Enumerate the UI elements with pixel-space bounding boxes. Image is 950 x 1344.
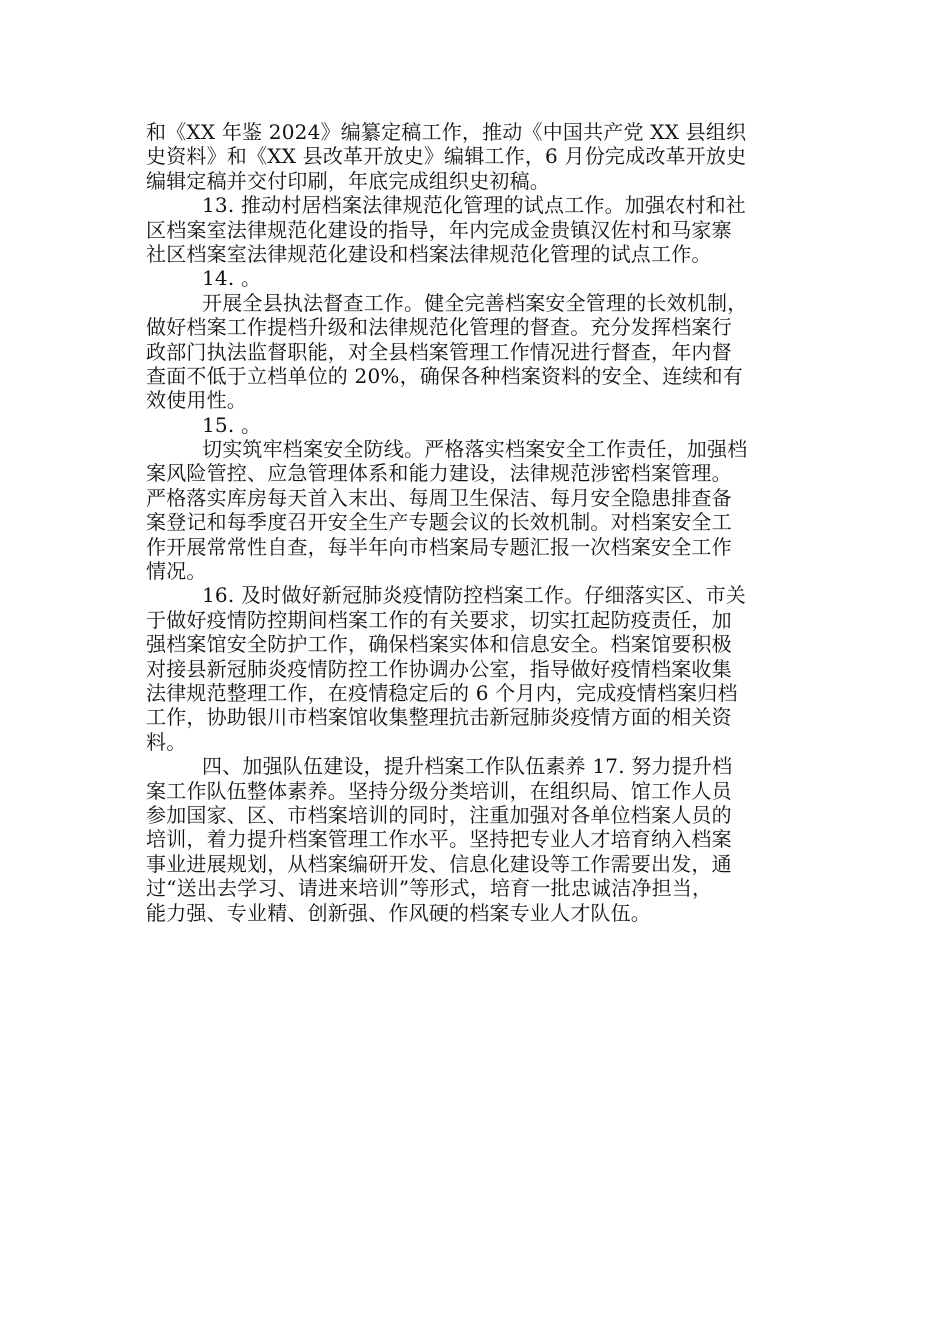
text-line: 切实筑牢档案安全防线。严格落实档案安全工作责任，加强档 <box>202 437 748 462</box>
text-line: 史资料》和《XX 县改革开放史》编辑工作，6 月份完成改革开放史 <box>146 144 747 169</box>
text-line: 情况。 <box>146 559 207 584</box>
text-line: 政部门执法监督职能，对全县档案管理工作情况进行督查，年内督 <box>146 339 732 364</box>
text-line: 过“送出去学习、请进来培训”等形式，培育一批忠诚洁净担当， <box>146 876 713 901</box>
text-line: 四、加强队伍建设，提升档案工作队伍素养 17. 努力提升档 <box>202 754 733 779</box>
text-line: 严格落实库房每天首入末出、每周卫生保洁、每月安全隐患排查备 <box>146 485 732 510</box>
text-line: 法律规范整理工作，在疫情稳定后的 6 个月内，完成疫情档案归档 <box>146 680 738 705</box>
text-line: 能力强、专业精、创新强、作风硬的档案专业人才队伍。 <box>146 900 651 925</box>
text-line: 区档案室法律规范化建设的指导，年内完成金贵镇汉佐村和马家寨 <box>146 217 732 242</box>
text-line: 14. 。 <box>202 266 262 291</box>
text-line: 作开展常常性自查，每半年向市档案局专题汇报一次档案安全工作 <box>146 534 732 559</box>
text-line: 效使用性。 <box>146 388 247 413</box>
text-line: 对接县新冠肺炎疫情防控工作协调办公室，指导做好疫情档案收集 <box>146 656 732 681</box>
text-line: 事业进展规划，从档案编研开发、信息化建设等工作需要出发，通 <box>146 851 732 876</box>
text-line: 做好档案工作提档升级和法律规范化管理的督查。充分发挥档案行 <box>146 315 732 340</box>
text-line: 参加国家、区、市档案培训的同时，注重加强对各单位档案人员的 <box>146 802 732 827</box>
text-line: 开展全县执法督查工作。健全完善档案安全管理的长效机制， <box>202 290 748 315</box>
text-line: 编辑定稿并交付印刷，年底完成组织史初稿。 <box>146 168 550 193</box>
text-line: 查面不低于立档单位的 20%，确保各种档案资料的安全、连续和有 <box>146 363 744 388</box>
text-line: 案工作队伍整体素养。坚持分级分类培训，在组织局、馆工作人员 <box>146 778 732 803</box>
text-line: 15. 。 <box>202 412 262 437</box>
text-line: 案登记和每季度召开安全生产专题会议的长效机制。对档案安全工 <box>146 510 732 535</box>
text-line: 案风险管控、应急管理体系和能力建设，法律规范涉密档案管理。 <box>146 461 732 486</box>
text-line: 培训，着力提升档案管理工作水平。坚持把专业人才培育纳入档案 <box>146 827 732 852</box>
text-line: 工作，协助银川市档案馆收集整理抗击新冠肺炎疫情方面的相关资 <box>146 705 732 730</box>
text-line: 16. 及时做好新冠肺炎疫情防控档案工作。仔细落实区、市关 <box>202 583 746 608</box>
text-line: 13. 推动村居档案法律规范化管理的试点工作。加强农村和社 <box>202 193 746 218</box>
text-line: 于做好疫情防控期间档案工作的有关要求，切实扛起防疫责任，加 <box>146 607 732 632</box>
text-line: 社区档案室法律规范化建设和档案法律规范化管理的试点工作。 <box>146 241 712 266</box>
document-page <box>146 120 808 925</box>
text-line: 和《XX 年鉴 2024》编纂定稿工作，推动《中国共产党 XX 县组织 <box>146 120 747 144</box>
text-line: 料。 <box>146 729 187 754</box>
text-line: 强档案馆安全防护工作，确保档案实体和信息安全。档案馆要积极 <box>146 632 732 657</box>
